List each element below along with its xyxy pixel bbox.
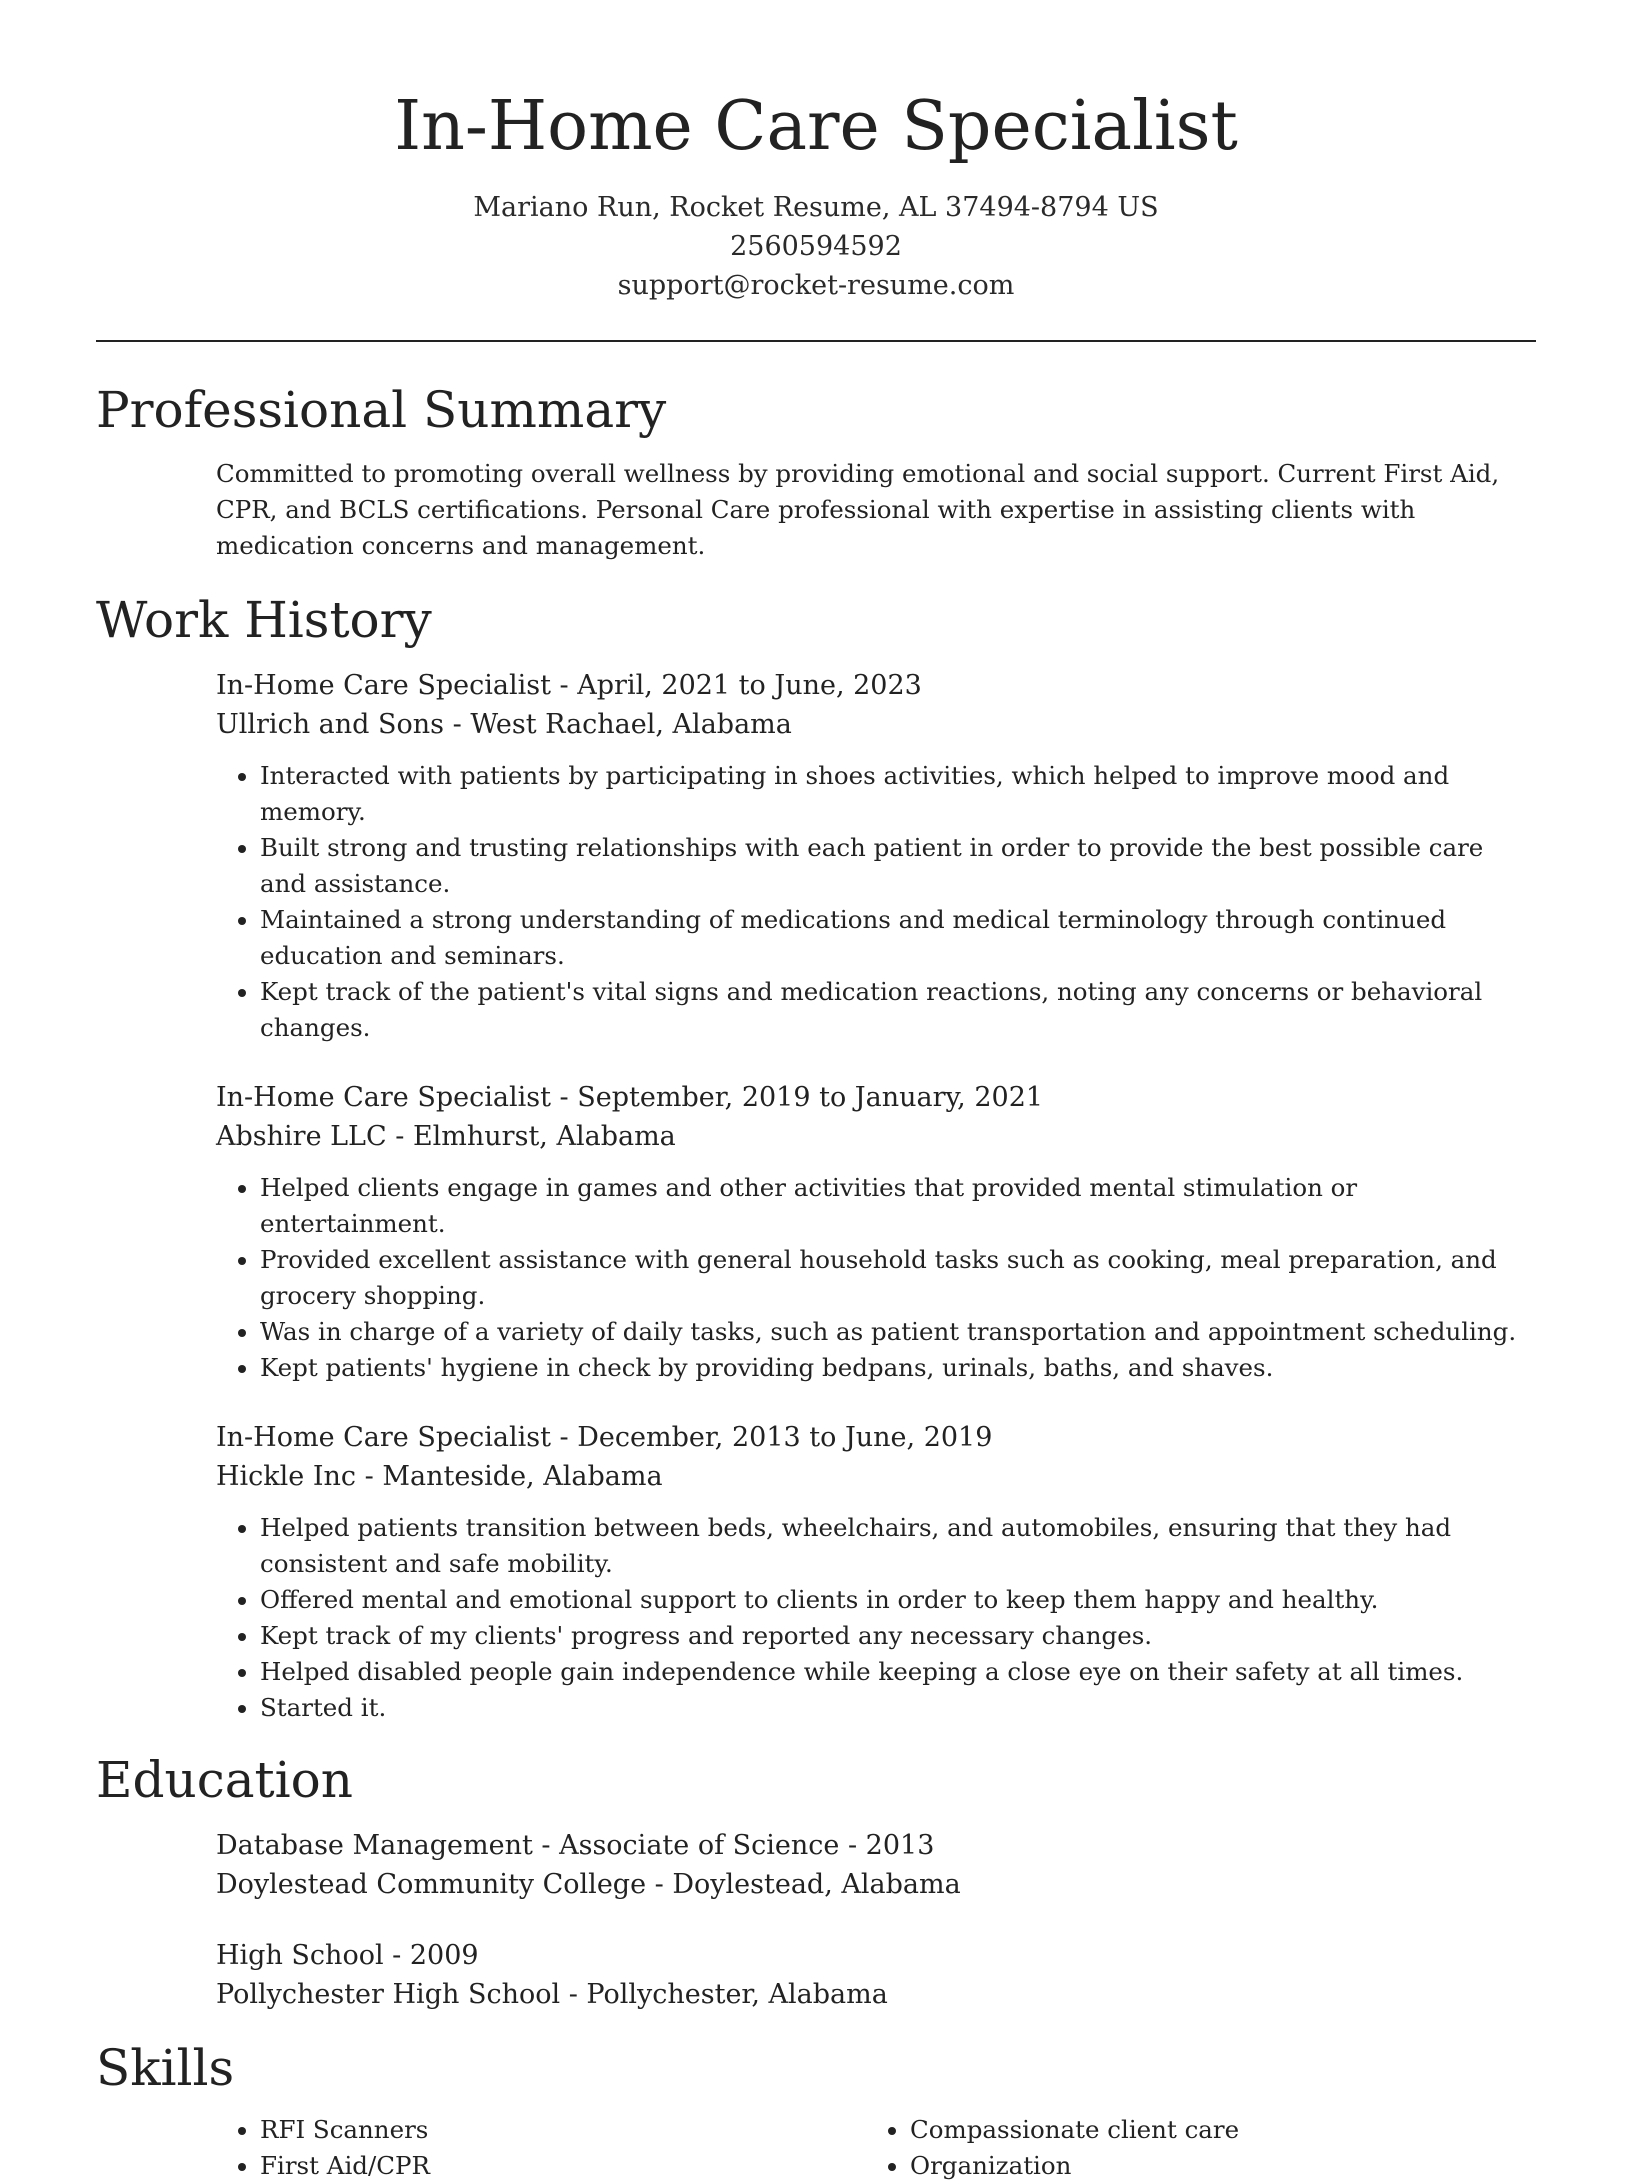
- section-work-history: [96, 588, 1536, 1726]
- education-school: Doylestead Community College: [216, 1869, 647, 1900]
- section-skills: [96, 2036, 1536, 2184]
- list-item: • RFI Scanners: [260, 2112, 866, 2148]
- list-item: • Started it.: [260, 1690, 1536, 1726]
- job-dates: December, 2013 to June, 2019: [577, 1422, 993, 1453]
- contact-email: support@rocket-resume.com: [617, 270, 1015, 301]
- list-item: • Organization: [910, 2148, 1516, 2184]
- list-item: • Helped patients transition between beds, wheelchairs, and automobiles, ensuring that they had consistent and safe mobility.: [260, 1510, 1536, 1582]
- list-item: • Was in charge of a variety of daily tasks, such as patient transportation and appointment scheduling.: [260, 1314, 1536, 1350]
- header-divider: [96, 340, 1536, 342]
- summary-body: [216, 456, 1536, 564]
- section-title-education: Education: [96, 1751, 353, 1809]
- list-item: • Kept track of the patient's vital signs and medication reactions, noting any concerns or behavioral changes.: [260, 974, 1536, 1046]
- section-education: [96, 1748, 1536, 2014]
- contact-info: [96, 188, 1536, 305]
- education-degree-line: Database Management - Associate of Science - 2013: [216, 1830, 935, 1861]
- section-title-skills: Skills: [96, 2039, 235, 2097]
- section-title-work-history: Work History: [96, 591, 432, 649]
- education-location: Pollychester, Alabama: [586, 1979, 888, 2010]
- job-bullets: [216, 1170, 1536, 1386]
- job-bullets: [216, 758, 1536, 1046]
- contact-phone: 2560594592: [730, 231, 902, 262]
- education-school-line: Doylestead Community College - Doylestead, Alabama: [216, 1869, 961, 1900]
- job-company: Hickle Inc: [216, 1461, 357, 1492]
- job-title-line: In-Home Care Specialist - April, 2021 to June, 2023: [216, 670, 922, 701]
- job-title: In-Home Care Specialist: [216, 1422, 551, 1453]
- list-item: • Interacted with patients by participating in shoes activities, which helped to improve mood and memory.: [260, 758, 1536, 830]
- education-entry: [216, 1936, 1536, 2014]
- job-title-line: In-Home Care Specialist - December, 2013 to June, 2019: [216, 1422, 993, 1453]
- education-location: Doylestead, Alabama: [672, 1869, 961, 1900]
- job-title: In-Home Care Specialist: [216, 670, 551, 701]
- job-dates: April, 2021 to June, 2023: [577, 670, 922, 701]
- list-item: • Built strong and trusting relationships with each patient in order to provide the best possible care and assistance.: [260, 830, 1536, 902]
- list-item: • Compassionate client care: [910, 2112, 1516, 2148]
- section-title-summary: Professional Summary: [96, 381, 667, 439]
- education-school-line: Pollychester High School - Pollychester, Alabama: [216, 1979, 888, 2010]
- job-title: In-Home Care Specialist: [216, 1082, 551, 1113]
- list-item: • Helped disabled people gain independence while keeping a close eye on their safety at all times.: [260, 1654, 1536, 1690]
- skills-grid: [216, 2112, 1536, 2184]
- resume-page: [96, 0, 1536, 2184]
- job-entry: [216, 1078, 1536, 1386]
- job-company: Abshire LLC: [216, 1121, 387, 1152]
- job-dates: September, 2019 to January, 2021: [577, 1082, 1044, 1113]
- summary-text: Committed to promoting overall wellness by providing emotional and social support. Current First Aid, CPR, and BCLS certifications. Personal Care professional with expertise in assisting clients with medication concerns and management.: [216, 459, 1500, 560]
- list-item: • Kept track of my clients' progress and reported any necessary changes.: [260, 1618, 1536, 1654]
- education-entry: [216, 1826, 1536, 1904]
- job-bullets: [216, 1510, 1536, 1726]
- skills-list-left: [216, 2112, 866, 2184]
- contact-address: Mariano Run, Rocket Resume, AL 37494-8794 US: [473, 192, 1159, 223]
- job-company-line: Ullrich and Sons - West Rachael, Alabama: [216, 709, 792, 740]
- job-location: Manteside, Alabama: [382, 1461, 663, 1492]
- skills-column-left: [216, 2112, 866, 2184]
- list-item: • Provided excellent assistance with general household tasks such as cooking, meal preparation, and grocery shopping.: [260, 1242, 1536, 1314]
- skills-column-right: [866, 2112, 1516, 2184]
- job-entry: [216, 1418, 1536, 1726]
- job-company-line: Abshire LLC - Elmhurst, Alabama: [216, 1121, 676, 1152]
- list-item: • Kept patients' hygiene in check by providing bedpans, urinals, baths, and shaves.: [260, 1350, 1536, 1386]
- list-item: • Maintained a strong understanding of medications and medical terminology through continued education and seminars.: [260, 902, 1536, 974]
- section-summary: [96, 378, 1536, 564]
- job-entry: [216, 666, 1536, 1046]
- resume-header: [96, 0, 1536, 305]
- job-location: Elmhurst, Alabama: [412, 1121, 676, 1152]
- list-item: • First Aid/CPR: [260, 2148, 866, 2184]
- job-company: Ullrich and Sons: [216, 709, 445, 740]
- list-item: • Offered mental and emotional support to clients in order to keep them happy and healthy.: [260, 1582, 1536, 1618]
- education-degree-line: High School - 2009: [216, 1940, 479, 1971]
- list-item: • Helped clients engage in games and other activities that provided mental stimulation or entertainment.: [260, 1170, 1536, 1242]
- job-company-line: Hickle Inc - Manteside, Alabama: [216, 1461, 663, 1492]
- job-title-line: In-Home Care Specialist - September, 2019 to January, 2021: [216, 1082, 1044, 1113]
- candidate-name: In-Home Care Specialist: [394, 87, 1238, 166]
- skills-list-right: [866, 2112, 1516, 2184]
- job-location: West Rachael, Alabama: [470, 709, 792, 740]
- education-school: Pollychester High School: [216, 1979, 561, 2010]
